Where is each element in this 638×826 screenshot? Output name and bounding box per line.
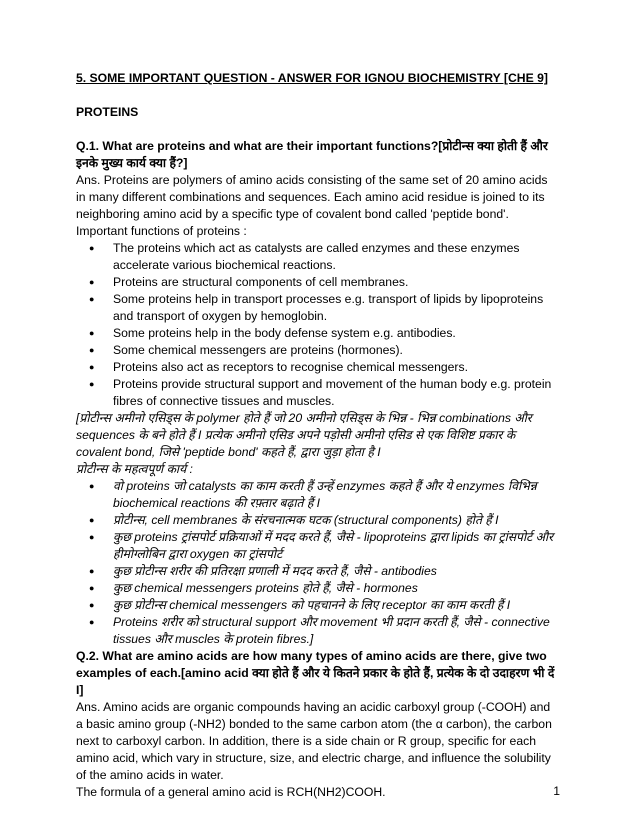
list-item: ● वो proteins जो catalysts का काम करती हैं उन्हें enzymes कहते हैं और ये enzymes विभिन्न biochemical reactions की रफ़्तार बढ़ाते हैं I <box>89 479 537 510</box>
list-item: ● कुछ प्रोटीन्स chemical messengers को पहचानने के लिए receptor का काम करती हैं I <box>89 598 511 612</box>
bullet-icon: ● <box>89 362 95 372</box>
bullet-icon: ● <box>89 566 95 576</box>
question-1: Q.1. What are proteins and what are their important functions?[प्रोटीन्स क्या होती हैं और इनके मुख्य कार्य क्या हैं?] <box>76 139 548 170</box>
list-item: ● Some proteins help in the body defense system e.g. antibodies. <box>89 326 456 340</box>
bullet-icon: ● <box>89 617 95 627</box>
bullet-icon: ● <box>89 294 95 304</box>
document-page <box>76 70 560 801</box>
bullet-icon: ● <box>89 481 95 491</box>
answer-2: Ans. Amino acids are organic compounds having an acidic carboxyl group (-COOH) and a basic amino group (-NH2) bonded to the same carbon atom (the α carbon), the carbon next to carboxyl carbon. In addition, there is a side chain or R group, specific for each amino acid, which vary in structure, size, and electric charge, and influence the solubility of the amino acids in water. <box>76 700 552 782</box>
list-item: ● कुछ प्रोटीन्स शरीर की प्रतिरक्षा प्रणाली में मदद करते हैं, जैसे - antibodies <box>89 564 437 578</box>
bullet-icon: ● <box>89 243 95 253</box>
list-item: ● Proteins also act as receptors to recognise chemical messengers. <box>89 360 468 374</box>
hindi-answer-1: [प्रोटीन्स अमीनो एसिड्स के polymer होते हैं जो 20 अमीनो एसिड्स के भिन्न - भिन्न combinations और sequences के बने होते हैं I प्रत्येक अमीनो एसिड अपने पड़ोसी अमीनो एसिड से एक विशिष्ट प्रकार के covalent bond, जिसे 'peptide bond' कहते हैं, द्वारा जुड़ा होता है I <box>76 411 532 459</box>
bullet-icon: ● <box>89 600 95 610</box>
bullet-icon: ● <box>89 277 95 287</box>
document-heading: 5. SOME IMPORTANT QUESTION - ANSWER FOR IGNOU BIOCHEMISTRY [CHE 9] <box>76 71 548 85</box>
list-item: ● Some chemical messengers are proteins (hormones). <box>89 343 403 357</box>
bullet-icon: ● <box>89 532 95 542</box>
bullet-icon: ● <box>89 345 95 355</box>
formula-line: The formula of a general amino acid is RCH(NH2)COOH. <box>76 785 386 799</box>
bullet-icon: ● <box>89 328 95 338</box>
list-item: ● कुछ chemical messengers proteins होते हैं, जैसे - hormones <box>89 581 418 595</box>
list-item: ● कुछ proteins ट्रांसपोर्ट प्रक्रियाओं में मदद करते हैं, जैसे - lipoproteins द्वारा lipids का ट्रांसपोर्ट और हीमोग्लोबिन द्वारा oxygen का ट्रांसपोर्ट <box>89 530 554 561</box>
list-item: ● The proteins which act as catalysts are called enzymes and these enzymes accelerate various biochemical reactions. <box>89 241 520 272</box>
hindi-functions-title: प्रोटीन्स के महत्वपूर्ण कार्य : <box>76 462 193 476</box>
bullet-icon: ● <box>89 515 95 525</box>
list-item: ● प्रोटीन्स, cell membranes के संरचनात्मक घटक (structural components) होते हैं I <box>89 513 499 527</box>
list-item: ● Some proteins help in transport processes e.g. transport of lipids by lipoproteins and transport of oxygen by hemoglobin. <box>89 292 544 323</box>
functions-list <box>76 240 560 410</box>
question-2: Q.2. What are amino acids are how many types of amino acids are there, give two examples of each.[amino acid क्या होते हैं और ये कितने प्रकार के होते हैं, प्रत्येक के दो उदाहरण भी दें I] <box>76 649 555 697</box>
hindi-functions-list <box>76 478 560 648</box>
bullet-icon: ● <box>89 379 95 389</box>
list-item: ● Proteins provide structural support and movement of the human body e.g. protein fibres of connective tissues and muscles. <box>89 377 552 408</box>
bullet-icon: ● <box>89 583 95 593</box>
list-item: ● Proteins शरीर को structural support और movement भी प्रदान करती हैं, जैसे - connective tissues और muscles के protein fibres.] <box>89 615 550 646</box>
answer-1: Ans. Proteins are polymers of amino acids consisting of the same set of 20 amino acids in many different combinations and sequences. Each amino acid residue is joined to its neighboring amino acid by a specific type of covalent bond called 'peptide bond'. <box>76 173 548 221</box>
section-title: PROTEINS <box>76 105 139 119</box>
functions-title: Important functions of proteins : <box>76 224 247 238</box>
list-item: ● Proteins are structural components of cell membranes. <box>89 275 409 289</box>
page-number: 1 <box>553 784 560 798</box>
